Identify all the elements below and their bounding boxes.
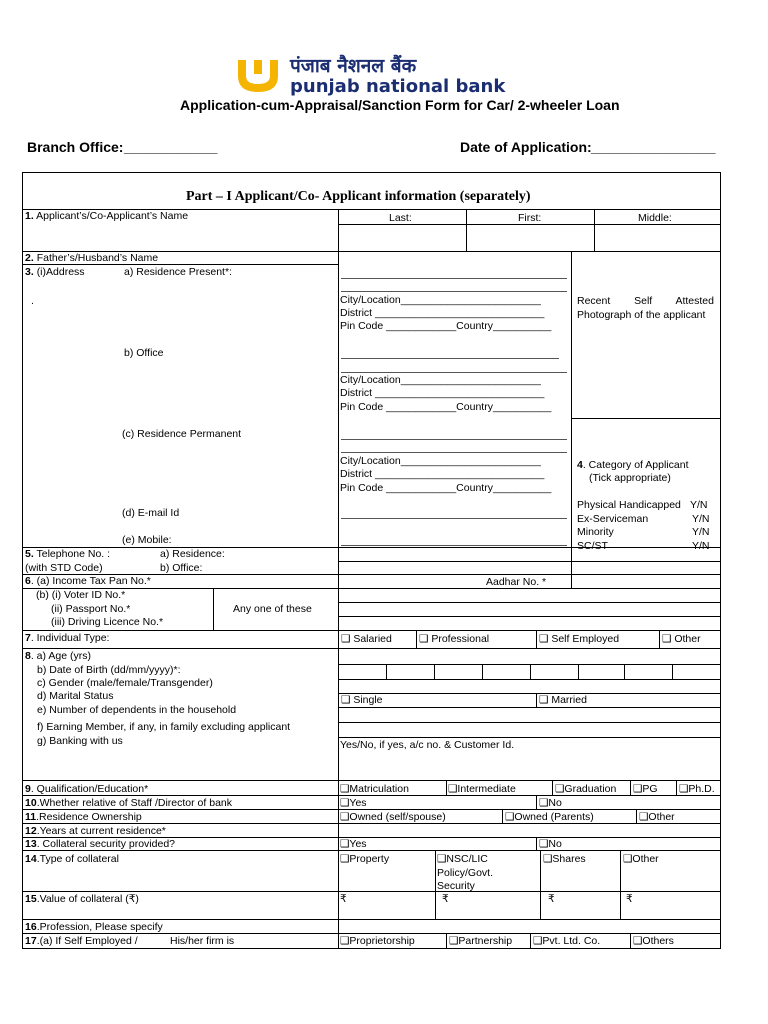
category-physically-handicapped: Physical Handicapped xyxy=(577,499,681,511)
firm-proprietorship-checkbox[interactable]: ❑Proprietorship xyxy=(340,935,415,947)
passport-label: (ii) Passport No.* xyxy=(51,603,131,615)
nsc-line-2: Policy/Govt. xyxy=(437,866,494,879)
edu-intermediate-checkbox[interactable]: ❑Intermediate xyxy=(448,783,516,795)
q7-label xyxy=(25,632,109,644)
q7-number: 7 xyxy=(25,632,31,644)
telephone-office-label: b) Office: xyxy=(160,562,203,574)
q4-number: 4 xyxy=(577,459,583,471)
driving-licence-input[interactable] xyxy=(339,617,719,629)
collateral-shares-checkbox[interactable]: ❑Shares xyxy=(543,853,586,865)
q15-text: .Value of collateral (₹) xyxy=(36,893,139,905)
firm-pvt-ltd-checkbox[interactable]: ❑Pvt. Ltd. Co. xyxy=(533,935,601,947)
marital-single-checkbox[interactable]: ❑ Single xyxy=(341,694,383,706)
edu-matriculation-checkbox[interactable]: ❑Matriculation xyxy=(340,783,409,795)
q3-dot: . xyxy=(31,295,34,307)
residence-present-line-1[interactable] xyxy=(341,278,567,279)
mobile-label: (e) Mobile: xyxy=(122,534,172,546)
photo-box[interactable]: Recent Self Attested Photograph of the applicant xyxy=(577,295,714,321)
marital-status-label: d) Marital Status xyxy=(37,690,114,702)
office-line-1[interactable] xyxy=(341,358,559,359)
residence-permanent-city[interactable]: City/Location________________________ xyxy=(340,455,541,467)
residence-present-city[interactable]: City/Location________________________ xyxy=(340,294,541,306)
q14-number: 14 xyxy=(25,853,37,865)
aadhar-label: Aadhar No. * xyxy=(486,576,547,588)
q13-number: 13 xyxy=(25,838,37,850)
q17-label xyxy=(25,935,138,947)
owned-self-checkbox[interactable]: ❑Owned (self/spouse) xyxy=(340,811,446,823)
q2-text: Father’s/Husband’s Name xyxy=(36,252,159,264)
date-of-application-label: Date of Application: xyxy=(460,139,592,155)
category-physically-handicapped-yn[interactable]: Y/N xyxy=(690,499,708,511)
banking-with-us-answer[interactable]: Yes/No, if yes, a/c no. & Customer Id. xyxy=(340,739,515,751)
residence-present-label: a) Residence Present*: xyxy=(124,266,232,278)
email-input[interactable] xyxy=(341,518,567,519)
q1-number: 1. xyxy=(25,210,34,222)
nsc-line-3: Security xyxy=(437,880,475,892)
dob-label: b) Date of Birth (dd/mm/yyyy)*: xyxy=(37,664,181,676)
profession-input[interactable] xyxy=(339,920,719,932)
q5-label xyxy=(25,548,110,560)
earning-member-input[interactable] xyxy=(339,723,719,736)
nsc-line-1: ❑NSC/LIC xyxy=(437,853,488,865)
age-input[interactable] xyxy=(339,649,719,663)
residence-present-line-2[interactable] xyxy=(341,291,567,292)
q16-label xyxy=(25,921,163,933)
q14-label xyxy=(25,853,119,865)
q17-text: .(a) If Self Employed / xyxy=(36,935,138,947)
firm-others-checkbox[interactable]: ❑Others xyxy=(633,935,674,947)
office-city[interactable]: City/Location________________________ xyxy=(340,374,541,386)
q12-number: 12 xyxy=(25,825,37,837)
q9-label xyxy=(25,783,148,795)
collateral-value-shares[interactable]: ₹ xyxy=(548,893,555,905)
q11-label xyxy=(25,811,142,823)
bank-name-hindi: पंजाब नैशनल बैंक xyxy=(290,55,417,77)
gender-input[interactable] xyxy=(339,680,719,692)
q1-first-label: First: xyxy=(518,212,542,224)
q12-text: .Years at current residence* xyxy=(36,825,166,837)
q17-number: 17 xyxy=(25,935,37,947)
category-sc-st: SC/ST xyxy=(577,540,608,552)
q10-label xyxy=(25,797,232,809)
q4-sub: (Tick appropriate) xyxy=(589,472,671,484)
q8-number: 8 xyxy=(25,650,31,662)
collateral-property-checkbox[interactable]: ❑Property xyxy=(340,853,390,865)
ownership-other-checkbox[interactable]: ❑Other xyxy=(639,811,675,823)
aadhar-input[interactable] xyxy=(572,575,719,587)
relative-no-checkbox[interactable]: ❑No xyxy=(539,797,562,809)
dependents-input[interactable] xyxy=(339,708,719,721)
residence-permanent-pin[interactable]: Pin Code ____________Country__________ xyxy=(340,482,552,494)
residence-present-district[interactable]: District _____________________________ xyxy=(340,307,545,319)
years-at-residence-input[interactable] xyxy=(339,824,719,836)
edu-phd-checkbox[interactable]: ❑Ph.D. xyxy=(679,783,715,795)
q9-text: . Qualification/Education* xyxy=(30,783,149,795)
edu-graduation-checkbox[interactable]: ❑Graduation xyxy=(555,783,617,795)
q13-text: . Collateral security provided? xyxy=(36,838,176,850)
q11-text: .Residence Ownership xyxy=(36,811,142,823)
q8-text: . a) Age (yrs) xyxy=(30,650,91,662)
category-sc-st-yn[interactable]: Y/N xyxy=(692,540,710,552)
dependents-label: e) Number of dependents in the household xyxy=(37,704,237,716)
q1-label xyxy=(25,210,188,222)
passport-input[interactable] xyxy=(339,603,719,615)
office-district[interactable]: District _____________________________ xyxy=(340,387,545,399)
edu-pg-checkbox[interactable]: ❑PG xyxy=(633,783,658,795)
q15-number: 15 xyxy=(25,893,37,905)
type-other-checkbox[interactable]: ❑ Other xyxy=(662,633,701,645)
bank-name-english: punjab national bank xyxy=(290,76,506,97)
voter-id-label: (b) (i) Voter ID No.* xyxy=(36,589,126,601)
pnb-emblem-icon xyxy=(232,56,284,96)
q3-number: 3. xyxy=(25,266,34,278)
residence-permanent-district[interactable]: District _____________________________ xyxy=(340,468,545,480)
q6-number: 6 xyxy=(25,575,31,587)
category-ex-serviceman-yn[interactable]: Y/N xyxy=(692,513,710,525)
collateral-value-other[interactable]: ₹ xyxy=(626,893,633,905)
q6-label xyxy=(25,575,151,587)
relative-yes-checkbox[interactable]: ❑Yes xyxy=(340,797,367,809)
q13-label xyxy=(25,838,175,850)
q1-middle-label: Middle: xyxy=(638,212,672,224)
gender-label: c) Gender (male/female/Transgender) xyxy=(37,677,213,689)
category-minority-yn[interactable]: Y/N xyxy=(692,526,710,538)
residence-permanent-line-2[interactable] xyxy=(341,452,567,453)
q9-number: 9 xyxy=(25,783,31,795)
collateral-no-checkbox[interactable]: ❑No xyxy=(539,838,562,850)
q14-text: .Type of collateral xyxy=(36,853,119,865)
q15-label xyxy=(25,893,139,905)
driving-licence-label: (iii) Driving Licence No.* xyxy=(51,616,164,628)
q11-number: 11 xyxy=(25,811,37,823)
q10-number: 10 xyxy=(25,797,37,809)
q3-label xyxy=(25,266,85,278)
type-professional-checkbox[interactable]: ❑ Professional xyxy=(419,633,490,645)
email-label: (d) E-mail Id xyxy=(122,507,180,519)
collateral-nsc-checkbox[interactable] xyxy=(437,853,493,894)
telephone-residence-label: a) Residence: xyxy=(160,548,225,560)
firm-partnership-checkbox[interactable]: ❑Partnership xyxy=(449,935,513,947)
telephone-office-input[interactable] xyxy=(339,562,570,573)
residence-present-pin[interactable]: Pin Code ____________Country__________ xyxy=(340,320,552,332)
q16-number: 16 xyxy=(25,921,37,933)
part1-title: Part – I Applicant/Co- Applicant information (separately) xyxy=(186,189,531,204)
banking-with-us-label: g) Banking with us xyxy=(37,735,123,747)
q10-text: .Whether relative of Staff /Director of bank xyxy=(36,797,232,809)
branch-office-label: Branch Office: xyxy=(27,139,124,155)
q5-text: Telephone No. : xyxy=(36,548,111,560)
q16-text: .Profession, Please specify xyxy=(36,921,163,933)
office-address-label: b) Office xyxy=(124,347,164,359)
q2-label xyxy=(25,252,158,264)
collateral-value-nsc[interactable]: ₹ xyxy=(442,893,449,905)
any-one-of-these-note: Any one of these xyxy=(233,603,312,615)
q7-text: . Individual Type: xyxy=(30,632,110,644)
type-salaried-checkbox[interactable]: ❑ Salaried xyxy=(341,633,392,645)
q12-label xyxy=(25,825,166,837)
mobile-input[interactable] xyxy=(341,545,567,546)
office-line-2[interactable] xyxy=(341,372,567,373)
office-pin[interactable]: Pin Code ____________Country__________ xyxy=(340,401,552,413)
voter-id-input[interactable] xyxy=(339,589,719,601)
marital-married-checkbox[interactable]: ❑ Married xyxy=(539,694,587,706)
q1-last-label: Last: xyxy=(389,212,412,224)
q2-number: 2. xyxy=(25,252,34,264)
collateral-value-property[interactable]: ₹ xyxy=(340,893,347,905)
date-of-application-field[interactable]: ________________ xyxy=(591,139,716,155)
q8-label xyxy=(25,650,91,662)
branch-office-field[interactable]: ____________ xyxy=(124,139,218,155)
q5-number: 5. xyxy=(25,548,34,560)
category-minority: Minority xyxy=(577,526,614,538)
middle-name-input[interactable] xyxy=(595,225,719,250)
type-self-employed-checkbox[interactable]: ❑ Self Employed xyxy=(539,633,620,645)
q1-text: Applicant’s/Co-Applicant’s Name xyxy=(36,210,189,222)
q17-firm-label: His/her firm is xyxy=(170,935,235,947)
pan-input[interactable] xyxy=(339,575,479,587)
category-ex-serviceman: Ex-Serviceman xyxy=(577,513,649,525)
dob-input[interactable] xyxy=(339,665,719,678)
first-name-input[interactable] xyxy=(467,225,593,250)
q4-label xyxy=(577,459,689,471)
q6-text: . (a) Income Tax Pan No.* xyxy=(30,575,151,587)
collateral-yes-checkbox[interactable]: ❑Yes xyxy=(340,838,367,850)
q5-sub: (with STD Code) xyxy=(25,562,103,574)
residence-permanent-label: (c) Residence Permanent xyxy=(122,428,242,440)
last-name-input[interactable] xyxy=(339,225,465,250)
q4-text: . Category of Applicant xyxy=(582,459,689,471)
collateral-other-checkbox[interactable]: ❑Other xyxy=(623,853,659,865)
earning-member-label: f) Earning Member, if any, in family excluding applicant xyxy=(37,721,291,733)
telephone-residence-input[interactable] xyxy=(339,548,570,560)
residence-permanent-line-1[interactable] xyxy=(341,439,567,440)
owned-parents-checkbox[interactable]: ❑Owned (Parents) xyxy=(505,811,594,823)
q3-text: (i)Address xyxy=(36,266,85,278)
form-title: Application-cum-Appraisal/Sanction Form for Car/ 2-wheeler Loan xyxy=(180,97,620,113)
